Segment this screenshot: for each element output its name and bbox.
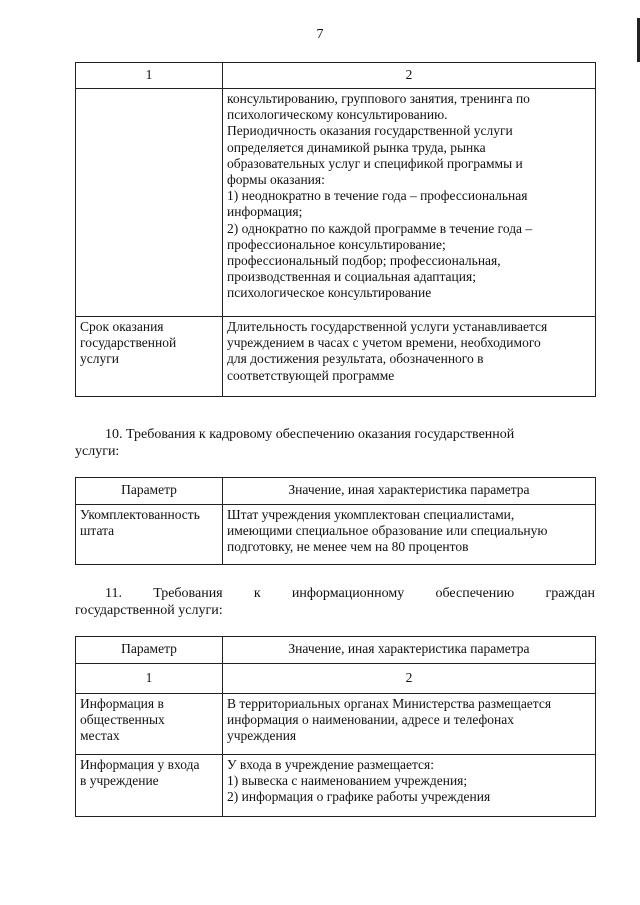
- table-header-row: [76, 63, 596, 89]
- cell-line: Укомплектованность: [80, 507, 200, 522]
- cell-line: подготовку, не менее чем на 80 процентов: [227, 539, 469, 555]
- column-number-2: 2: [223, 664, 596, 694]
- value-cell: [223, 755, 596, 817]
- cell-line: формы оказания:: [227, 172, 325, 188]
- cell-line: Срок оказания: [80, 319, 164, 334]
- cell-line: консультированию, группового занятия, тренинга по: [227, 91, 530, 106]
- cell-line: местах: [80, 728, 120, 744]
- cell-line: профессиональный подбор; профессиональная,: [227, 253, 501, 269]
- word: информационному: [291, 586, 405, 601]
- cell-line: У входа в учреждение размещается:: [227, 757, 434, 772]
- cell-line: Длительность государственной услуги устанавливается: [227, 319, 548, 334]
- cell-line: образовательных услуг и спецификой программы и: [227, 155, 523, 171]
- paragraph-line: государственной услуги:: [75, 603, 223, 618]
- cell-line: производственная и социальная адаптация;: [227, 269, 476, 285]
- column-number-1: 1: [76, 664, 223, 694]
- cell-line: психологическому консультированию.: [227, 107, 448, 123]
- cell-line: психологическое консультирование: [227, 285, 432, 301]
- column-number-1: 1: [76, 63, 223, 89]
- section-10-heading: [75, 426, 595, 460]
- cell-line: в учреждение: [80, 773, 159, 789]
- cell-line: общественных: [80, 712, 165, 728]
- parameter-cell: [76, 317, 223, 397]
- cell-line: имеющими специальное образование или специальную: [227, 523, 548, 539]
- word: обеспечению: [435, 586, 515, 601]
- cell-line: информация;: [227, 204, 303, 220]
- cell-line: учреждением в часах с учетом времени, необходимого: [227, 335, 541, 351]
- word: к: [253, 586, 261, 601]
- cell-line: В территориальных органах Министерства размещается: [227, 696, 552, 711]
- table-header-row: [76, 637, 596, 664]
- cell-line: для достижения результата, обозначенного в: [227, 351, 484, 367]
- parameter-cell: [76, 505, 223, 565]
- cell-line: штата: [80, 523, 115, 539]
- word: Требования: [153, 586, 223, 601]
- cell-line: информация о наименовании, адресе и телефонах: [227, 712, 514, 728]
- table-row: [76, 505, 596, 565]
- information-requirements-table: [75, 636, 596, 817]
- cell-line: Периодичность оказания государственной услуги: [227, 123, 513, 139]
- paragraph-line: услуги:: [75, 444, 120, 459]
- table-row: [76, 694, 596, 755]
- table-header-row: [76, 478, 596, 505]
- cell-line: профессиональное консультирование;: [227, 236, 446, 252]
- cell-line: 2) однократно по каждой программе в течение года –: [227, 220, 533, 236]
- parameter-cell: [76, 755, 223, 817]
- cell-line: учреждения: [227, 728, 297, 744]
- table-row: [76, 89, 596, 317]
- value-header: Значение, иная характеристика параметра: [223, 478, 596, 505]
- section-11-heading: [75, 585, 595, 619]
- cell-line: государственной: [80, 335, 177, 351]
- cell-line: 1) вывеска с наименованием учреждения;: [227, 773, 468, 789]
- column-number-2: 2: [223, 63, 596, 89]
- table-row: [76, 755, 596, 817]
- value-cell: [223, 317, 596, 397]
- value-header: Значение, иная характеристика параметра: [223, 637, 596, 664]
- cell-line: 2) информация о графике работы учреждения: [227, 789, 491, 805]
- empty-cell: [76, 89, 223, 317]
- parameter-header: Параметр: [76, 478, 223, 505]
- table-row: [76, 317, 596, 397]
- cell-line: Информация в: [80, 696, 164, 711]
- page-number: 7: [316, 27, 324, 42]
- cell-line: Информация у входа: [80, 757, 200, 772]
- cell-line: услуги: [80, 351, 119, 367]
- value-cell: [223, 694, 596, 755]
- paragraph-line: 10. Требования к кадровому обеспечению оказания государственной: [105, 427, 515, 442]
- service-periodicity-cell: [223, 89, 596, 317]
- parameter-header: Параметр: [76, 637, 223, 664]
- table-number-row: [76, 664, 596, 694]
- value-cell: [223, 505, 596, 565]
- continued-services-table: [75, 62, 596, 397]
- cell-line: определяется динамикой рынка труда, рынка: [227, 139, 486, 155]
- word: граждан: [545, 586, 595, 601]
- cell-line: соответствующей программе: [227, 367, 395, 383]
- word: 11.: [105, 586, 122, 601]
- cell-line: Штат учреждения укомплектован специалистами,: [227, 507, 515, 522]
- cell-line: 1) неоднократно в течение года – профессиональная: [227, 188, 528, 204]
- paragraph-line-justified: [75, 585, 595, 602]
- staffing-requirements-table: [75, 477, 596, 565]
- parameter-cell: [76, 694, 223, 755]
